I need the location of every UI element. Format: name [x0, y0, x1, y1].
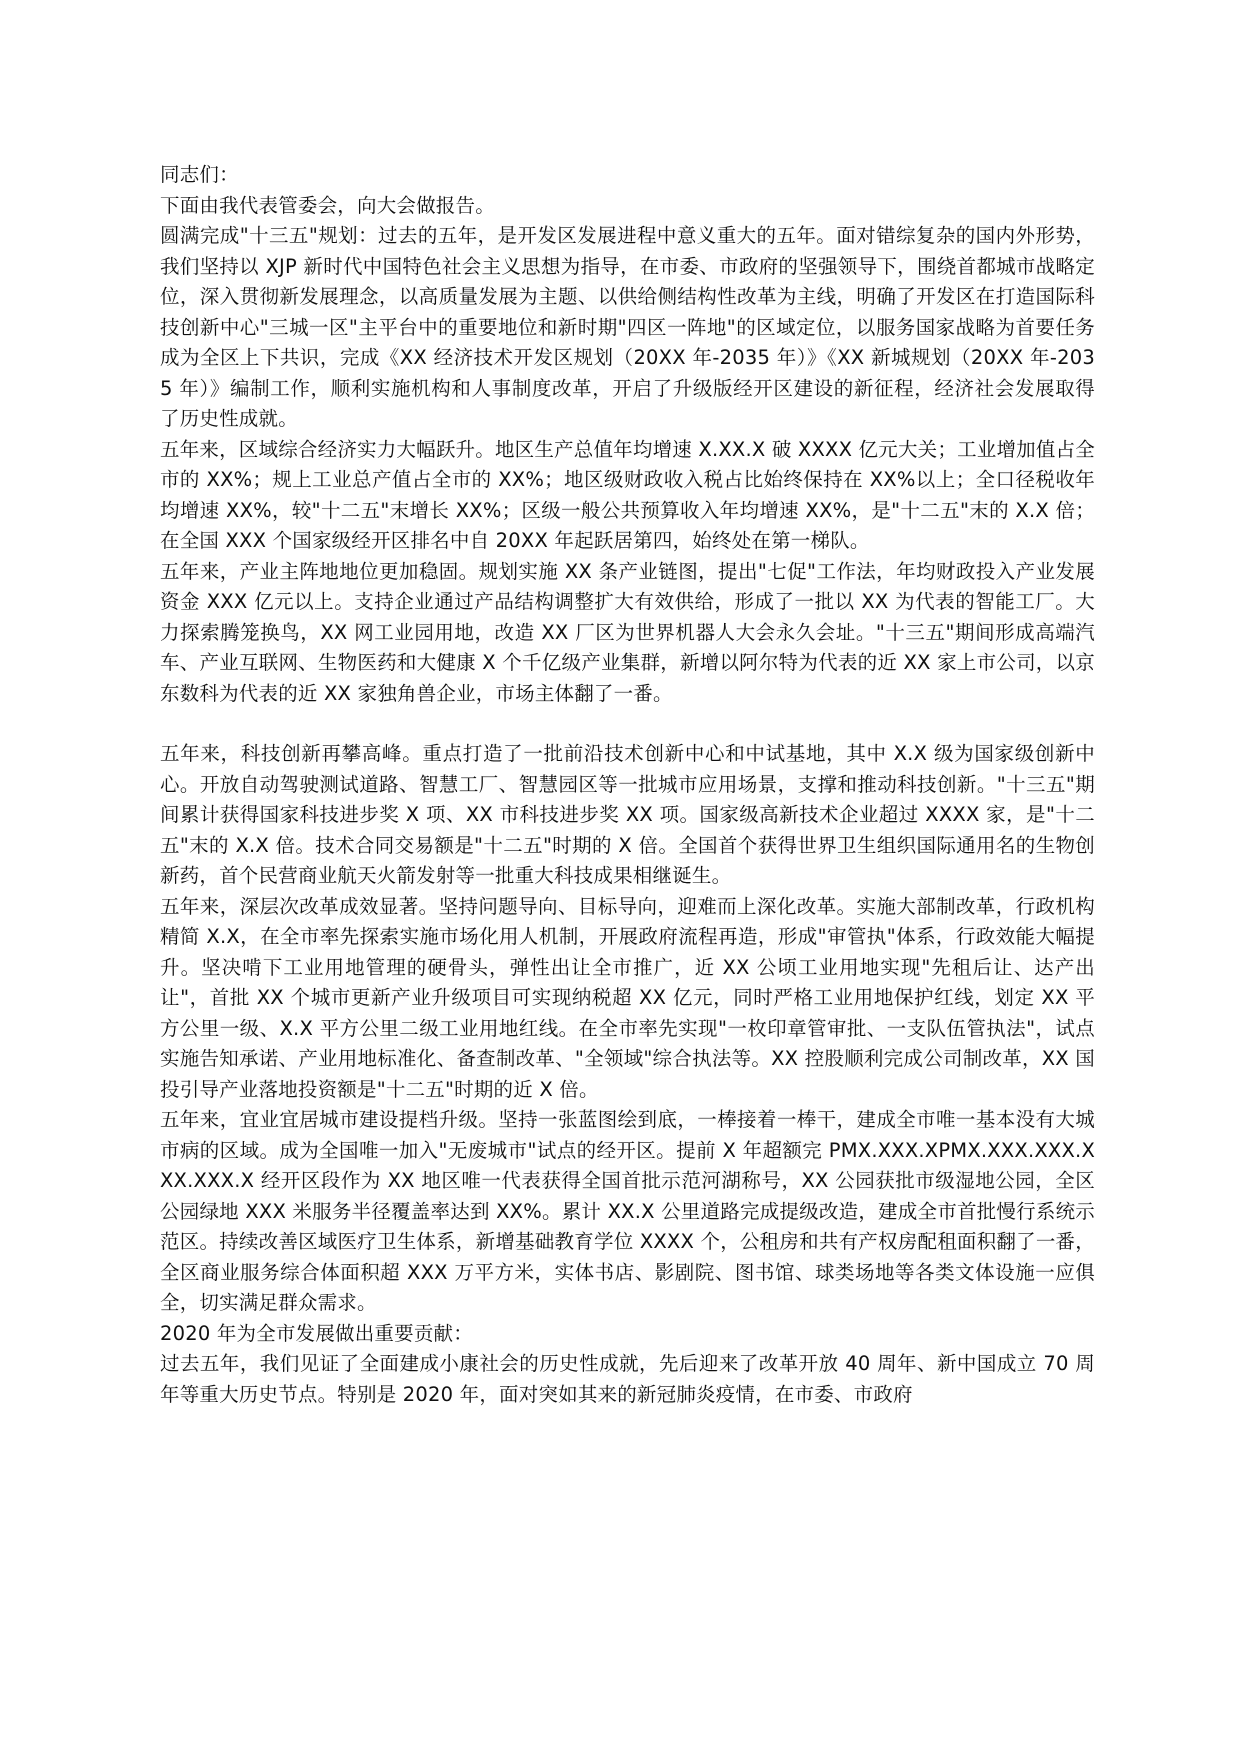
- paragraph-tech-innovation: 五年来，科技创新再攀高峰。重点打造了一批前沿技术创新中心和中试基地，其中 X.X 级为国家级创新中心。开放自动驾驶测试道路、智慧工厂、智慧园区等一批城市应用场景，支撑和推动科技创新。"十三五"期间累计获得国家科技进步奖 X 项、XX 市科技进步奖 XX 项。国家级高新技术企业超过 XXXX 家，是"十二五"末的 X.X 倍。技术合同交易额是"十二五"时期的 X 倍。全国首个获得世界卫生组织国际通用名的生物创新药，首个民营商业航天火箭发射等一批重大科技成果相继诞生。: [160, 742, 1095, 887]
- paragraph-spacer: [160, 709, 1095, 739]
- paragraph-reform: 五年来，深层次改革成效显著。坚持问题导向、目标导向，迎难而上深化改革。实施大部制改革，行政机构精简 X.X，在全市率先探索实施市场化用人机制，开展政府流程再造，形成"审管执"体系，行政效能大幅提升。坚决啃下工业用地管理的硬骨头，弹性出让全市推广，近 XX 公顷工业用地实现"先租后让、达产出让"，首批 XX 个城市更新产业升级项目可实现纳税超 XX 亿元，同时严格工业用地保护红线，划定 XX 平方公里一级、X.X 平方公里二级工业用地红线。在全市率先实现"一枚印章管审批、一支队伍管执法"，试点实施告知承诺、产业用地标准化、备查制改革、"全领域"综合执法等。XX 控股顺利完成公司制改革，XX 国投引导产业落地投资额是"十二五"时期的近 X 倍。: [160, 894, 1095, 1101]
- salutation: 同志们：: [160, 163, 239, 186]
- section-heading-2020: 2020 年为全市发展做出重要贡献：: [160, 1321, 473, 1345]
- document-body: [160, 160, 1095, 1410]
- paragraph-livable-city: 五年来，宜业宜居城市建设提档升级。坚持一张蓝图绘到底，一棒接着一棒干，建成全市唯一基本没有大城市病的区域。成为全国唯一加入"无废城市"试点的经开区。提前 X 年超额完 PMX.XXX.XPMX.XXX.XXX.XXX.XXX.X 经开区段作为 XX 地区唯一代表获得全国首批示范河湖称号，XX 公园获批市级湿地公园，全区公园绿地 XXX 米服务半径覆盖率达到 XX%。累计 XX.X 公里道路完成提级改造，建成全市首批慢行系统示范区。持续改善区域医疗卫生体系，新增基础教育学位 XXXX 个，公租房和共有产权房配租面积翻了一番，全区商业服务综合体面积超 XXX 万平方米，实体书店、影剧院、图书馆、球类场地等各类文体设施一应俱全，切实满足群众需求。: [160, 1108, 1095, 1314]
- paragraph-13th-five-year-plan: 圆满完成"十三五"规划：过去的五年，是开发区发展进程中意义重大的五年。面对错综复杂的国内外形势，我们坚持以 XJP 新时代中国特色社会主义思想为指导，在市委、市政府的坚强领导下，围绕首都城市战略定位，深入贯彻新发展理念，以高质量发展为主题、以供给侧结构性改革为主线，明确了开发区在打造国际科技创新中心"三城一区"主平台中的重要地位和新时期"四区一阵地"的区域定位，以服务国家战略为首要任务成为全区上下共识，完成《XX 经济技术开发区规划（20XX 年-2035 年）》《XX 新城规划（20XX 年-2035 年）》编制工作，顺利实施机构和人事制度改革，开启了升级版经开区建设的新征程，经济社会发展取得了历史性成就。: [160, 224, 1095, 430]
- paragraph-economic-strength: 五年来，区域综合经济实力大幅跃升。地区生产总值年均增速 X.XX.X 破 XXXX 亿元大关；工业增加值占全市的 XX%；规上工业总产值占全市的 XX%；地区级财政收入税占比始终保持在 XX%以上；全口径税收年均增速 XX%，较"十二五"末增长 XX%；区级一般公共预算收入年均增速 XX%，是"十二五"末的 X.X 倍；在全国 XXX 个国家级经开区排名中自 20XX 年起跃居第四，始终处在第一梯队。: [160, 437, 1095, 552]
- paragraph-industry-position: 五年来，产业主阵地地位更加稳固。规划实施 XX 条产业链图，提出"七促"工作法，年均财政投入产业发展资金 XXX 亿元以上。支持企业通过产品结构调整扩大有效供给，形成了一批以 XX 为代表的智能工厂。大力探索腾笼换鸟，XX 网工业园用地，改造 XX 厂区为世界机器人大会永久会址。"十三五"期间形成高端汽车、产业互联网、生物医药和大健康 X 个千亿级产业集群，新增以阿尔特为代表的近 XX 家上市公司，以京东数科为代表的近 XX 家独角兽企业，市场主体翻了一番。: [160, 559, 1095, 705]
- paragraph-past-five-years: 过去五年，我们见证了全面建成小康社会的历史性成就，先后迎来了改革开放 40 周年、新中国成立 70 周年等重大历史节点。特别是 2020 年，面对突如其来的新冠肺炎疫情，在市委、市政府: [160, 1352, 1095, 1406]
- opening-line: 下面由我代表管委会，向大会做报告。: [160, 193, 495, 217]
